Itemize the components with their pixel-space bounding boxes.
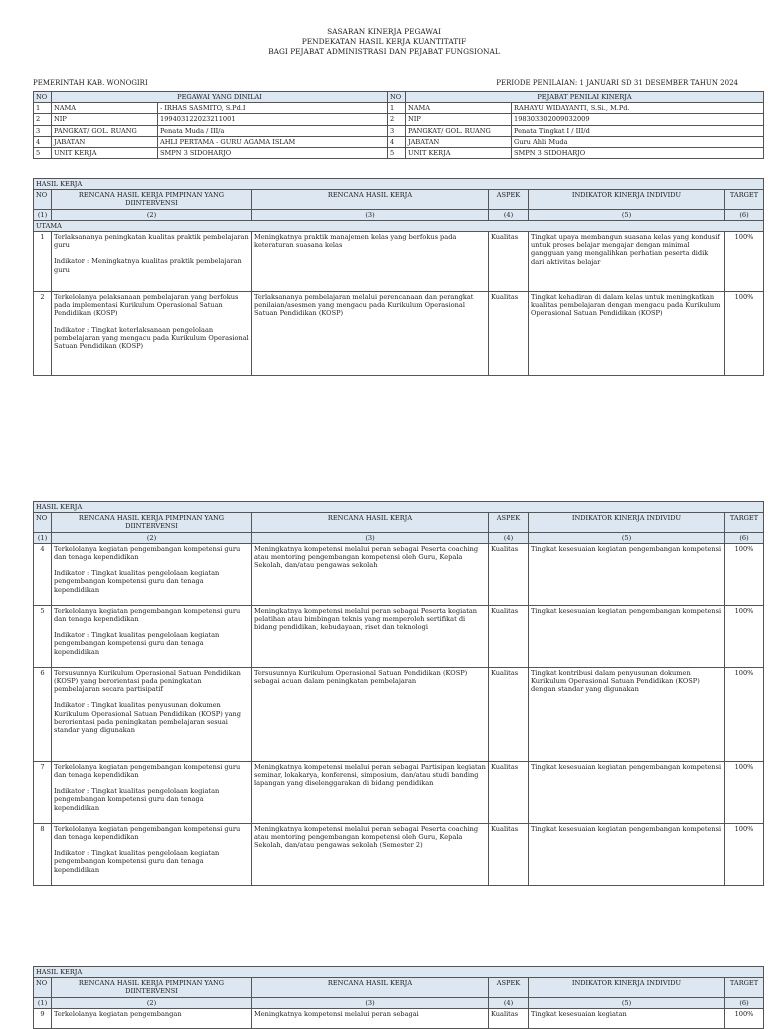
hasil-kerja-title: HASIL KERJA xyxy=(34,967,764,978)
column-header: RENCANA HASIL KERJA PIMPINAN YANG DIINTERVENSI xyxy=(52,190,252,209)
pimpinan-text: Terkelolanya kegiatan pengembangan kompetensi guru dan tenaga kependidikan xyxy=(54,544,241,562)
hasil-title-row xyxy=(34,967,764,978)
row-label: NAMA xyxy=(406,103,512,114)
row-no: 5 xyxy=(388,148,406,159)
column-number: (3) xyxy=(252,209,489,220)
column-number: (5) xyxy=(529,209,725,220)
spacer xyxy=(54,841,249,849)
no-header: NO xyxy=(34,92,52,103)
row-label: JABATAN xyxy=(52,136,158,147)
target-cell: 100% xyxy=(725,823,764,885)
row-number: 1 xyxy=(34,232,52,292)
target-cell: 100% xyxy=(725,543,764,605)
spacer xyxy=(54,693,249,701)
row-number: 9 xyxy=(34,1008,52,1028)
column-number: (3) xyxy=(252,532,489,543)
hasil-title-row xyxy=(34,502,764,513)
column-header-row xyxy=(34,513,764,532)
pimpinan-indicator: Indikator : Tingkat kualitas pengelolaan kegiatan pengembangan kompetensi guru dan tenaga kependidikan xyxy=(54,569,220,594)
pimpinan-cell xyxy=(52,667,252,761)
column-number-row xyxy=(34,209,764,220)
hasil-kerja-table-3 xyxy=(33,966,764,1029)
column-number-row xyxy=(34,997,764,1008)
row-label: UNIT KERJA xyxy=(52,148,158,159)
column-number: (4) xyxy=(489,209,529,220)
column-number-row xyxy=(34,532,764,543)
row-no: 1 xyxy=(388,103,406,114)
spacer xyxy=(54,249,249,257)
identity-row xyxy=(34,148,764,159)
table-row xyxy=(34,1008,764,1028)
row-number: 7 xyxy=(34,761,52,823)
pimpinan-cell xyxy=(52,1008,252,1028)
organization-name: PEMERINTAH KAB. WONOGIRI xyxy=(33,79,148,87)
pimpinan-text: Terlaksananya peningkatan kualitas praktik pembelajaran guru xyxy=(54,233,249,250)
column-header-row xyxy=(34,978,764,997)
column-number: (6) xyxy=(725,532,764,543)
penilai-value: Guru Ahli Muda xyxy=(512,136,764,147)
penilai-value: SMPN 3 SIDOHARJO xyxy=(512,148,764,159)
row-no: 3 xyxy=(388,125,406,136)
aspek-cell: Kualitas xyxy=(489,543,529,605)
table-row xyxy=(34,605,764,667)
pimpinan-cell xyxy=(52,761,252,823)
column-number: (6) xyxy=(725,997,764,1008)
row-label: UNIT KERJA xyxy=(406,148,512,159)
section-row xyxy=(34,220,764,231)
row-number: 8 xyxy=(34,823,52,885)
row-label: NIP xyxy=(406,114,512,125)
column-header: NO xyxy=(34,978,52,997)
penilai-header: PEJABAT PENILAI KINERJA xyxy=(406,92,764,103)
column-header: NO xyxy=(34,513,52,532)
column-number: (1) xyxy=(34,209,52,220)
target-cell: 100% xyxy=(725,1008,764,1028)
penilai-value: Penata Tingkat I / III/d xyxy=(512,125,764,136)
row-number: 5 xyxy=(34,605,52,667)
column-header: TARGET xyxy=(725,978,764,997)
no-header-2: NO xyxy=(388,92,406,103)
target-cell: 100% xyxy=(725,232,764,292)
row-no: 2 xyxy=(34,114,52,125)
rencana-cell: Meningkatnya kompetensi melalui peran sebagai Partisipan kegiatan seminar, lokakarya, konferensi, simposium, dan/atau studi banding lapangan yang diselenggarakan di bidang pendidikan xyxy=(252,761,489,823)
row-label: JABATAN xyxy=(406,136,512,147)
dinilai-value: AHLI PERTAMA - GURU AGAMA ISLAM xyxy=(158,136,388,147)
indikator-cell: Tingkat upaya membangun suasana kelas yang kondusif untuk proses belajar mengajar dengan minimal gangguan yang mengalihkan perhatian peserta didik dari aktivitas belajar xyxy=(529,232,725,292)
pimpinan-text: Terkelolanya kegiatan pengembangan kompetensi guru dan tenaga kependidikan xyxy=(54,824,241,842)
indikator-cell: Tingkat kesesuaian kegiatan pengembangan kompetensi xyxy=(529,605,725,667)
row-label: PANGKAT/ GOL. RUANG xyxy=(52,125,158,136)
pimpinan-indicator: Indikator : Tingkat kualitas penyusunan dokumen Kurikulum Operasional Satuan Pendidikan (KOSP) yang berorientasi pada peningkatan pembelajaran sesuai standar yang digunakan xyxy=(54,701,242,735)
row-no: 4 xyxy=(388,136,406,147)
hasil-kerja-table-1 xyxy=(33,178,764,376)
column-header-row xyxy=(34,190,764,209)
aspek-cell: Kualitas xyxy=(489,1008,529,1028)
column-header: TARGET xyxy=(725,513,764,532)
pimpinan-indicator: Indikator : Meningkatnya kualitas praktik pembelajaran guru xyxy=(54,257,242,274)
row-label: NIP xyxy=(52,114,158,125)
rencana-cell: Tersusunnya Kurikulum Operasional Satuan Pendidikan (KOSP) sebagai acuan dalam peningkatan pembelajaran xyxy=(252,667,489,761)
rencana-cell: Meningkatnya kompetensi melalui peran sebagai Peserta coaching atau mentoring pengembangan kompetensi oleh Guru, Kepala Sekolah, dan/atau pengawas sekolah xyxy=(252,543,489,605)
indikator-cell: Tingkat kesesuaian kegiatan xyxy=(529,1008,725,1028)
pimpinan-cell xyxy=(52,292,252,376)
column-header: RENCANA HASIL KERJA PIMPINAN YANG DIINTERVENSI xyxy=(52,978,252,997)
pimpinan-cell xyxy=(52,543,252,605)
indikator-cell: Tingkat kontribusi dalam penyusunan dokumen Kurikulum Operasional Satuan Pendidikan (KOSP) dengan standar yang digunakan xyxy=(529,667,725,761)
column-number: (3) xyxy=(252,997,489,1008)
column-header: INDIKATOR KINERJA INDIVIDU xyxy=(529,190,725,209)
rencana-cell: Meningkatnya kompetensi melalui peran sebagai Peserta coaching atau mentoring pengembangan kompetensi oleh Guru, Kepala Sekolah, dan/atau pengawas sekolah (Semester 2) xyxy=(252,823,489,885)
spacer xyxy=(54,779,249,787)
column-number: (1) xyxy=(34,997,52,1008)
table-row xyxy=(34,232,764,292)
column-number: (4) xyxy=(489,997,529,1008)
column-number: (4) xyxy=(489,532,529,543)
doc-title-3: BAGI PEJABAT ADMINISTRASI DAN PEJABAT FUNGSIONAL xyxy=(268,47,500,56)
identity-row xyxy=(34,125,764,136)
target-cell: 100% xyxy=(725,761,764,823)
column-header: INDIKATOR KINERJA INDIVIDU xyxy=(529,513,725,532)
aspek-cell: Kualitas xyxy=(489,292,529,376)
column-number: (6) xyxy=(725,209,764,220)
table-row xyxy=(34,667,764,761)
table-row xyxy=(34,543,764,605)
indikator-cell: Tingkat kehadiran di dalam kelas untuk meningkatkan kualitas pembelajaran dengan mengacu pada Kurikulum Operasional Satuan Pendidikan (KOSP) xyxy=(529,292,725,376)
pimpinan-cell xyxy=(52,232,252,292)
hasil-title-row xyxy=(34,179,764,190)
hasil-kerja-title: HASIL KERJA xyxy=(34,179,764,190)
table-row xyxy=(34,761,764,823)
hasil-kerja-table-2 xyxy=(33,501,764,886)
indikator-cell: Tingkat kesesuaian kegiatan pengembangan kompetensi xyxy=(529,761,725,823)
dinilai-value: - IRHAS SASMITO, S.Pd.I xyxy=(158,103,388,114)
doc-title-2: PENDEKATAN HASIL KERJA KUANTITATIF xyxy=(301,37,467,46)
hasil-kerja-title: HASIL KERJA xyxy=(34,502,764,513)
aspek-cell: Kualitas xyxy=(489,761,529,823)
column-header: INDIKATOR KINERJA INDIVIDU xyxy=(529,978,725,997)
column-header: TARGET xyxy=(725,190,764,209)
column-number: (1) xyxy=(34,532,52,543)
aspek-cell: Kualitas xyxy=(489,667,529,761)
target-cell: 100% xyxy=(725,292,764,376)
pimpinan-indicator: Indikator : Tingkat keterlaksanaan pengelolaan pembelajaran yang mengacu pada Kurikulum Operasional Satuan Pendidikan (KOSP) xyxy=(54,325,249,351)
row-label: PANGKAT/ GOL. RUANG xyxy=(406,125,512,136)
row-no: 4 xyxy=(34,136,52,147)
dinilai-value: 199403122023211001 xyxy=(158,114,388,125)
column-header: RENCANA HASIL KERJA xyxy=(252,513,489,532)
row-number: 4 xyxy=(34,543,52,605)
row-no: 3 xyxy=(34,125,52,136)
indikator-cell: Tingkat kesesuaian kegiatan pengembangan kompetensi xyxy=(529,543,725,605)
identity-row xyxy=(34,136,764,147)
row-no: 2 xyxy=(388,114,406,125)
column-header: ASPEK xyxy=(489,513,529,532)
dinilai-header: PEGAWAI YANG DINILAI xyxy=(52,92,388,103)
column-number: (5) xyxy=(529,532,725,543)
rencana-cell: Meningkatnya kompetensi melalui peran sebagai Peserta kegiatan pelatihan atau bimbingan teknis yang memperoleh sertifikat di bidang pendidikan, kebudayaan, riset dan teknologi xyxy=(252,605,489,667)
target-cell: 100% xyxy=(725,605,764,667)
column-number: (2) xyxy=(52,209,252,220)
aspek-cell: Kualitas xyxy=(489,605,529,667)
pimpinan-text: Terkelolanya pelaksanaan pembelajaran yang berfokus pada implementasi Kurikulum Operasional Satuan Pendidikan (KOSP) xyxy=(54,293,239,318)
column-header: ASPEK xyxy=(489,978,529,997)
identity-row xyxy=(34,114,764,125)
column-header: RENCANA HASIL KERJA xyxy=(252,190,489,209)
rencana-cell: Terlaksananya pembelajaran melalui perencanaan dan perangkat penilaian/asesmen yang mengacu pada Kurikulum Operasional Satuan Pendidikan (KOSP) xyxy=(252,292,489,376)
penilai-value: RAHAYU WIDAYANTI, S.Si., M.Pd. xyxy=(512,103,764,114)
rencana-cell: Meningkatnya praktik manajemen kelas yang berfokus pada keteraturan suasana kelas xyxy=(252,232,489,292)
pimpinan-text: Tersusunnya Kurikulum Operasional Satuan Pendidikan (KOSP) yang berorientasi pada peningkatan pembelajaran secara partisipatif xyxy=(54,668,241,694)
pimpinan-text: Terkelolanya kegiatan pengembangan kompetensi guru dan tenaga kependidikan xyxy=(54,762,241,780)
aspek-cell: Kualitas xyxy=(489,823,529,885)
target-cell: 100% xyxy=(725,667,764,761)
pimpinan-indicator: Indikator : Tingkat kualitas pengelolaan kegiatan pengembangan kompetensi guru dan tenaga kependidikan xyxy=(54,849,220,874)
pimpinan-text: Terkelolanya kegiatan pengembangan kompetensi guru dan tenaga kependidikan xyxy=(54,606,241,624)
identity-row xyxy=(34,103,764,114)
row-no: 5 xyxy=(34,148,52,159)
dinilai-value: Penata Muda / III/a xyxy=(158,125,388,136)
dinilai-value: SMPN 3 SIDOHARJO xyxy=(158,148,388,159)
column-number: (2) xyxy=(52,997,252,1008)
pimpinan-text: Terkelolanya kegiatan pengembangan xyxy=(54,1009,182,1018)
column-number: (2) xyxy=(52,532,252,543)
section-utama: UTAMA xyxy=(34,220,764,231)
row-number: 2 xyxy=(34,292,52,376)
column-header: RENCANA HASIL KERJA PIMPINAN YANG DIINTERVENSI xyxy=(52,513,252,532)
pimpinan-indicator: Indikator : Tingkat kualitas pengelolaan kegiatan pengembangan kompetensi guru dan tenaga kependidikan xyxy=(54,787,220,812)
penilai-value: 198303302009032009 xyxy=(512,114,764,125)
assessment-period: PERIODE PENILAIAN: 1 JANUARI SD 31 DESEMBER TAHUN 2024 xyxy=(496,79,738,87)
table-row xyxy=(34,823,764,885)
table-row xyxy=(34,292,764,376)
column-header: RENCANA HASIL KERJA xyxy=(252,978,489,997)
column-header: NO xyxy=(34,190,52,209)
column-header: ASPEK xyxy=(489,190,529,209)
doc-title-1: SASARAN KINERJA PEGAWAI xyxy=(327,27,441,36)
aspek-cell: Kualitas xyxy=(489,232,529,292)
rencana-cell: Meningkatnya kompetensi melalui peran sebagai xyxy=(252,1008,489,1028)
pimpinan-indicator: Indikator : Tingkat kualitas pengelolaan kegiatan pengembangan kompetensi guru dan tenaga kependidikan xyxy=(54,631,220,656)
indikator-cell: Tingkat kesesuaian kegiatan pengembangan kompetensi xyxy=(529,823,725,885)
row-no: 1 xyxy=(34,103,52,114)
pimpinan-cell xyxy=(52,823,252,885)
pimpinan-cell xyxy=(52,605,252,667)
row-number: 6 xyxy=(34,667,52,761)
spacer xyxy=(54,318,249,326)
row-label: NAMA xyxy=(52,103,158,114)
identity-table xyxy=(33,91,764,159)
spacer xyxy=(54,623,249,631)
column-number: (5) xyxy=(529,997,725,1008)
spacer xyxy=(54,561,249,569)
